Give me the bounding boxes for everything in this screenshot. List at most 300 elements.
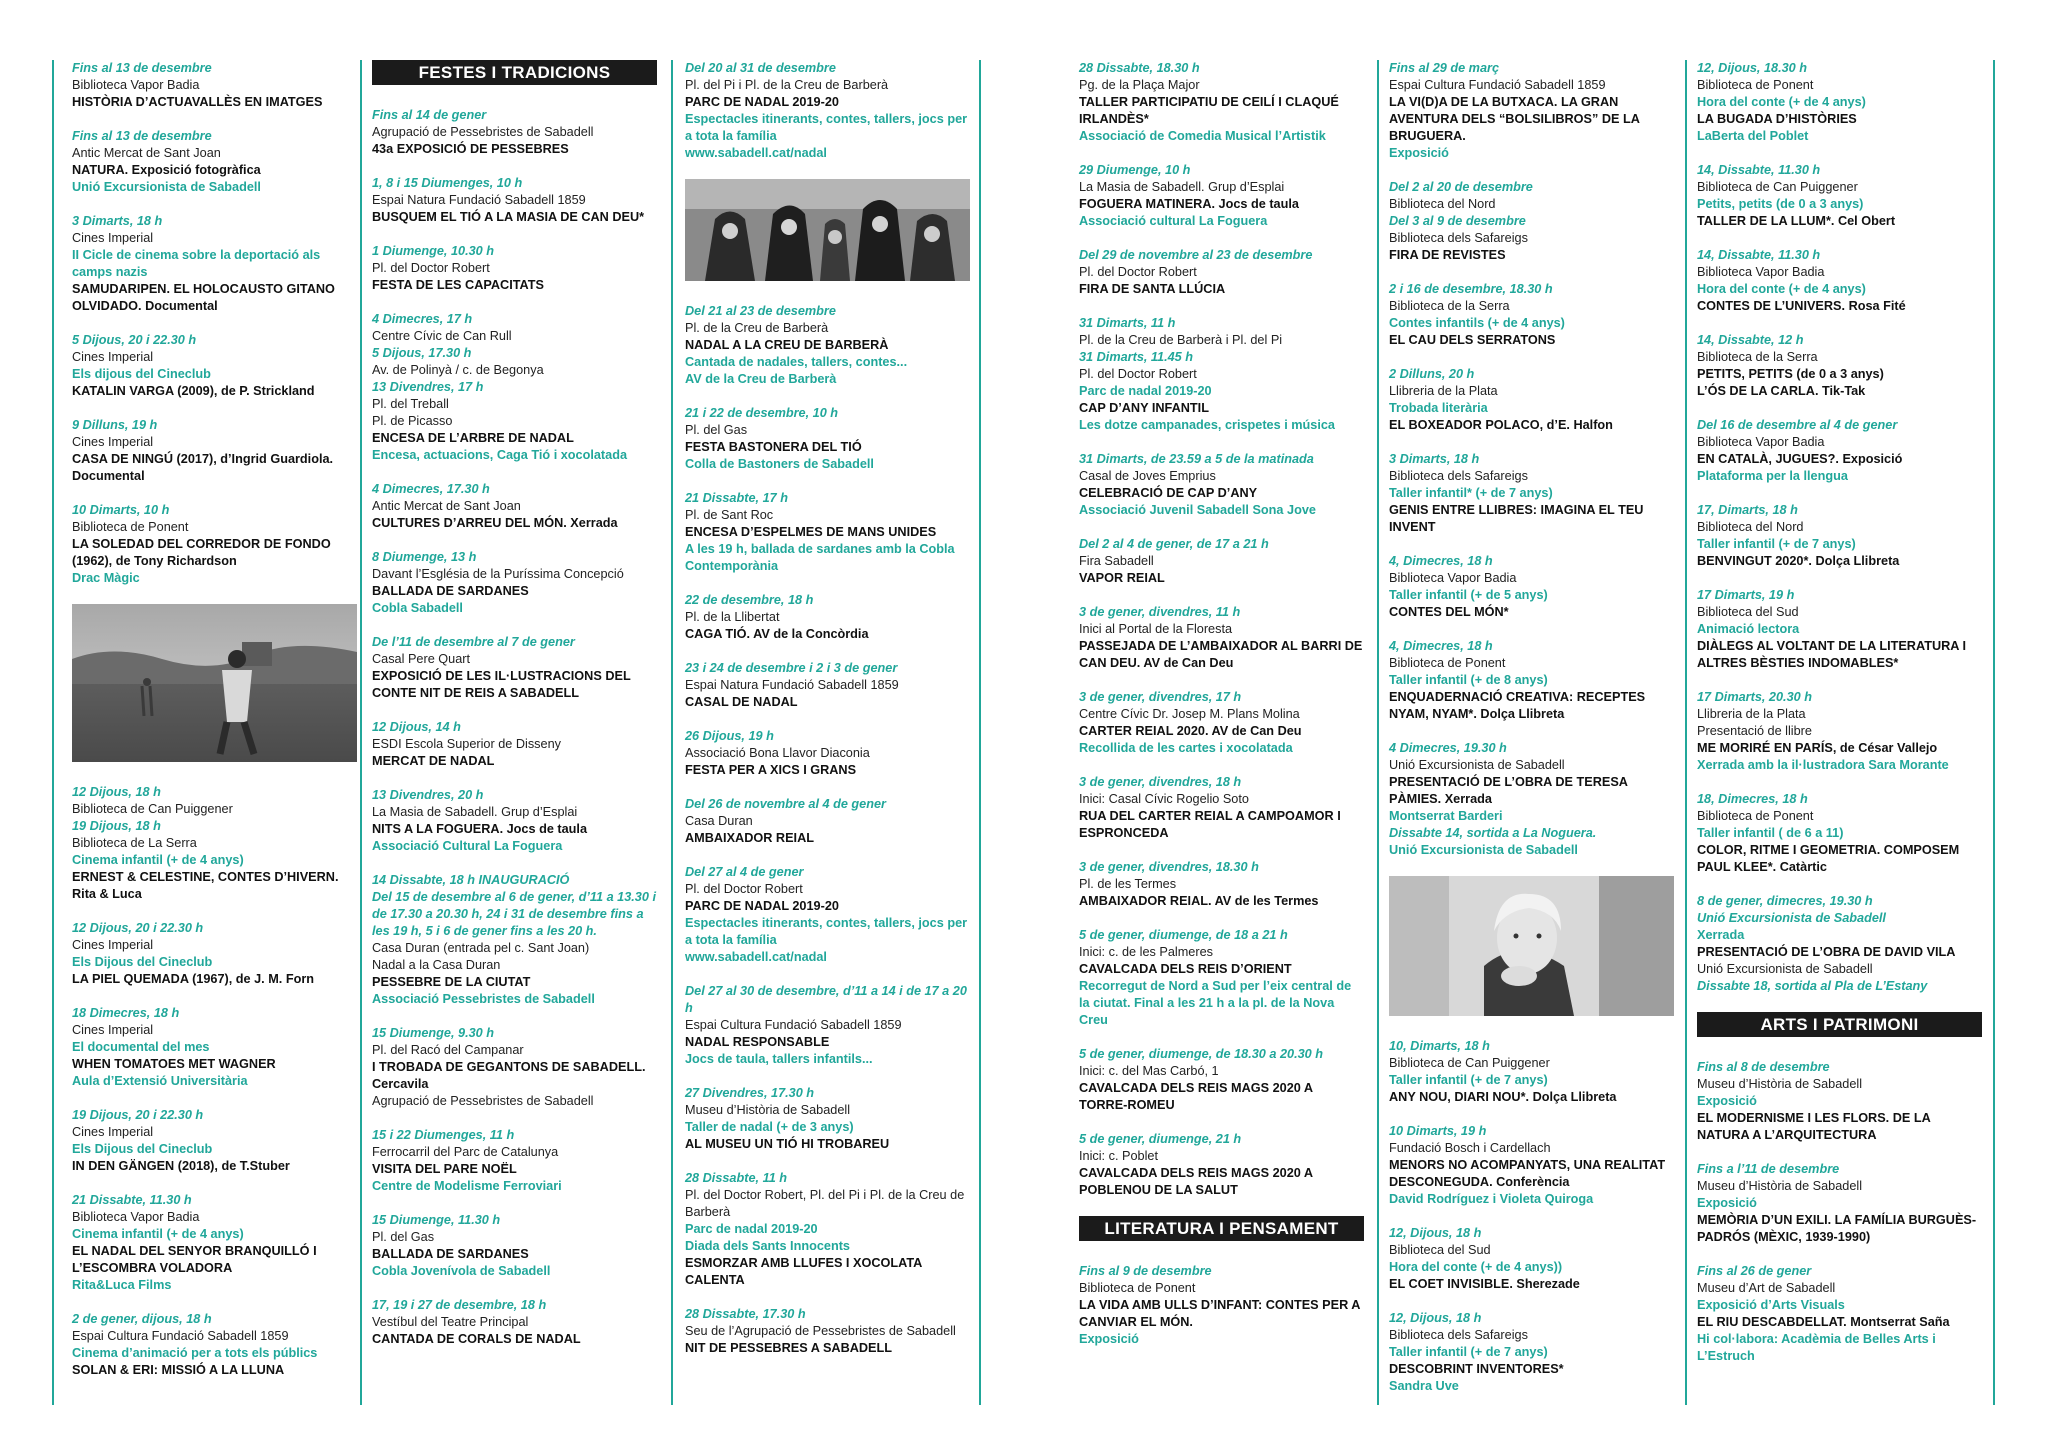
event-title: CELEBRACIÓ DE CAP D’ANY <box>1079 486 1258 500</box>
event-title: CANTADA DE CORALS DE NADAL <box>372 1332 581 1346</box>
event-date: 8 de gener, dimecres, 19.30 h <box>1697 894 1873 908</box>
event-note: Exposició d’Arts Visuals <box>1697 1298 1845 1312</box>
event-place: Biblioteca Vapor Badia <box>1389 571 1517 585</box>
event-place: Inici: c. del Mas Carbó, 1 <box>1079 1064 1219 1078</box>
event-note: Exposició <box>1697 1196 1757 1210</box>
event-title: MERCAT DE NADAL <box>372 754 495 768</box>
event-title: NADAL A LA CREU DE BARBERÀ <box>685 338 889 352</box>
event-place: Museu d’Història de Sabadell <box>1697 1077 1863 1091</box>
event-place: Antic Mercat de Sant Joan <box>372 499 521 513</box>
event-title: HISTÒRIA D’ACTUAVALLÈS EN IMATGES <box>72 95 323 109</box>
event-title: TALLER PARTICIPATIU DE CEILÍ I CLAQUÉ IRLANDÈS* <box>1079 95 1339 126</box>
event-title: BALLADA DE SARDANES <box>372 1247 529 1261</box>
event-note: Recollida de les cartes i xocolatada <box>1079 741 1293 755</box>
event-title: TALLER DE LA LLUM*. Cel Obert <box>1697 214 1896 228</box>
event-place: La Masia de Sabadell. Grup d’Esplai <box>372 805 578 819</box>
event-date: 1, 8 i 15 Diumenges, 10 h <box>372 176 523 190</box>
event-date: Fins al 13 de desembre <box>72 61 212 75</box>
event-place: Biblioteca Vapor Badia <box>72 1210 200 1224</box>
event-note: Plataforma per la llengua <box>1697 469 1848 483</box>
event-title: CAP D’ANY INFANTIL <box>1079 401 1209 415</box>
event-title: EN CATALÀ, JUGUES?. Exposició <box>1697 452 1903 466</box>
event-entry <box>685 1170 970 1289</box>
event-place: Pl. de la Creu de Barberà <box>685 321 829 335</box>
event-title: CAGA TIÓ. AV de la Concòrdia <box>685 627 869 641</box>
event-date: 27 Divendres, 17.30 h <box>685 1086 815 1100</box>
event-entry <box>685 60 970 162</box>
event-place: Espai Natura Fundació Sabadell 1859 <box>685 678 899 692</box>
event-date: 5 de gener, diumenge, de 18.30 a 20.30 h <box>1079 1047 1323 1061</box>
event-entry <box>72 1107 357 1175</box>
column-6 <box>1697 60 1982 1382</box>
event-date: 3 de gener, divendres, 18.30 h <box>1079 860 1259 874</box>
event-title: EL COET INVISIBLE. Sherezade <box>1389 1277 1580 1291</box>
event-title: LA SOLEDAD DEL CORREDOR DE FONDO (1962), de Tony Richardson <box>72 537 331 568</box>
event-title: CULTURES D’ARREU DEL MÓN. Xerrada <box>372 516 618 530</box>
event-note: Exposició <box>1079 1332 1139 1346</box>
event-title: SOLAN & ERI: MISSIÓ A LA LLUNA <box>72 1363 285 1377</box>
event-note: Cinema infantil (+ de 4 anys) <box>72 1227 244 1241</box>
event-title: GENIS ENTRE LLIBRES: IMAGINA EL TEU INVENT <box>1389 503 1644 534</box>
event-title: PASSEJADA DE L’AMBAIXADOR AL BARRI DE CAN DEU. AV de Can Deu <box>1079 639 1363 670</box>
event-entry <box>372 311 657 464</box>
event-entry <box>1079 315 1364 434</box>
event-entry <box>685 1306 970 1357</box>
event-note: Els dijous del Cineclub <box>72 367 211 381</box>
event-date: 21 Dissabte, 11.30 h <box>72 1193 192 1207</box>
column-2 <box>372 60 657 1365</box>
event-entry <box>685 796 970 847</box>
event-note: Xerrada amb la il·lustradora Sara Morante <box>1697 758 1949 772</box>
event-entry <box>72 502 357 587</box>
event-note: Taller infantil (+ de 7 anys) <box>1697 537 1856 551</box>
event-title: FESTA BASTONERA DEL TIÓ <box>685 440 862 454</box>
column-rule <box>1993 60 1995 1405</box>
event-place: Cines Imperial <box>72 938 154 952</box>
event-date: De l’11 de desembre al 7 de gener <box>372 635 575 649</box>
event-date: 13 Divendres, 17 h <box>372 380 484 394</box>
event-date: Del 29 de novembre al 23 de desembre <box>1079 248 1313 262</box>
event-date: 8 Diumenge, 13 h <box>372 550 477 564</box>
event-title: EL CAU DELS SERRATONS <box>1389 333 1556 347</box>
event-place: Pl. del Doctor Robert <box>1079 265 1197 279</box>
event-entry <box>1389 638 1674 723</box>
event-note: Taller infantil (+ de 5 anys) <box>1389 588 1548 602</box>
event-place: Pl. de Picasso <box>372 414 453 428</box>
event-place: Museu d’Història de Sabadell <box>1697 1179 1863 1193</box>
event-title: ENCESA D’ESPELMES DE MANS UNIDES <box>685 525 937 539</box>
event-entry <box>685 660 970 711</box>
event-place: Biblioteca dels Safareigs <box>1389 469 1528 483</box>
event-entry <box>1079 1131 1364 1199</box>
event-note: Parc de nadal 2019-20 <box>685 1222 818 1236</box>
event-entry <box>1079 859 1364 910</box>
event-date: Del 27 al 4 de gener <box>685 865 804 879</box>
event-entry <box>1697 587 1982 672</box>
event-date: Del 27 al 30 de desembre, d’11 a 14 i de 17 a 20 h <box>685 984 967 1015</box>
event-date: Fins al 29 de març <box>1389 61 1500 75</box>
event-place: Fundació Bosch i Cardellach <box>1389 1141 1551 1155</box>
event-title: LA BUGADA D’HISTÒRIES <box>1697 112 1857 126</box>
event-place: Unió Excursionista de Sabadell <box>1389 758 1565 772</box>
event-place: Cines Imperial <box>72 1023 154 1037</box>
event-entry <box>72 332 357 400</box>
event-title: COLOR, RITME I GEOMETRIA. COMPOSEM PAUL KLEE*. Catàrtic <box>1697 843 1960 874</box>
event-place: Agrupació de Pessebristes de Sabadell <box>372 125 594 139</box>
event-place: Vestíbul del Teatre Principal <box>372 1315 529 1329</box>
event-note: Xerrada <box>1697 928 1745 942</box>
event-place: Biblioteca de Ponent <box>1389 656 1506 670</box>
event-note: Les dotze campanades, crispetes i música <box>1079 418 1335 432</box>
event-title: EL MODERNISME I LES FLORS. DE LA NATURA A L’ARQUITECTURA <box>1697 1111 1931 1142</box>
section-header: LITERATURA I PENSAMENT <box>1079 1216 1364 1241</box>
event-date: 14, Dissabte, 11.30 h <box>1697 163 1821 177</box>
event-place: Espai Cultura Fundació Sabadell 1859 <box>1389 78 1606 92</box>
event-place: Biblioteca de La Serra <box>72 836 197 850</box>
event-title: AL MUSEU UN TIÓ HI TROBAREU <box>685 1137 890 1151</box>
event-place: Pl. de la Creu de Barberà i Pl. del Pi <box>1079 333 1283 347</box>
event-date: 4 Dimecres, 19.30 h <box>1389 741 1507 755</box>
event-place: Biblioteca de Can Puiggener <box>1389 1056 1550 1070</box>
event-date: 2 de gener, dijous, 18 h <box>72 1312 212 1326</box>
event-title: LA VIDA AMB ULLS D’INFANT: CONTES PER A CANVIAR EL MÓN. <box>1079 1298 1360 1329</box>
event-place: La Masia de Sabadell. Grup d’Esplai <box>1079 180 1285 194</box>
event-date: Fins al 9 de desembre <box>1079 1264 1212 1278</box>
event-date: 3 de gener, divendres, 18 h <box>1079 775 1242 789</box>
event-place: Nadal a la Casa Duran <box>372 958 501 972</box>
event-note: Encesa, actuacions, Caga Tió i xocolatada <box>372 448 628 462</box>
event-title: PARC DE NADAL 2019-20 <box>685 899 839 913</box>
event-place: Biblioteca de Ponent <box>72 520 189 534</box>
column-rule <box>52 60 54 1405</box>
event-place: Cines Imperial <box>72 1125 154 1139</box>
event-entry <box>1697 1059 1982 1144</box>
event-note: Rita&Luca Films <box>72 1278 172 1292</box>
event-note: Exposició <box>1389 146 1449 160</box>
event-date: 12, Dijous, 18 h <box>1389 1226 1482 1240</box>
event-entry <box>372 175 657 226</box>
event-date: 21 i 22 de desembre, 10 h <box>685 406 839 420</box>
event-date: 10 Dimarts, 19 h <box>1389 1124 1487 1138</box>
event-entry <box>1389 1225 1674 1293</box>
event-place: Centre Cívic Dr. Josep M. Plans Molina <box>1079 707 1300 721</box>
event-entry <box>372 634 657 702</box>
event-entry <box>372 787 657 855</box>
event-place: Pl. de les Termes <box>1079 877 1177 891</box>
event-note: Hora del conte (+ de 4 anys) <box>1697 95 1866 109</box>
event-date: 12, Dijous, 18 h <box>1389 1311 1482 1325</box>
event-place: Biblioteca de Can Puiggener <box>72 802 233 816</box>
event-entry <box>1697 1263 1982 1365</box>
event-title: WHEN TOMATOES MET WAGNER <box>72 1057 276 1071</box>
event-note: Cobla Jovenívola de Sabadell <box>372 1264 551 1278</box>
event-entry <box>1079 1046 1364 1114</box>
event-place: Ferrocarril del Parc de Catalunya <box>372 1145 559 1159</box>
event-note: LaBerta del Poblet <box>1697 129 1809 143</box>
event-entry <box>1079 536 1364 587</box>
event-title: PETITS, PETITS (de 0 a 3 anys) <box>1697 367 1884 381</box>
event-title: BUSQUEM EL TIÓ A LA MASIA DE CAN DEU* <box>372 210 645 224</box>
event-title: EL NADAL DEL SENYOR BRANQUILLÓ I L’ESCOMBRA VOLADORA <box>72 1244 317 1275</box>
event-entry <box>72 1005 357 1090</box>
event-title: SAMUDARIPEN. EL HOLOCAUSTO GITANO OLVIDADO. Documental <box>72 282 335 313</box>
event-entry <box>372 107 657 158</box>
event-place: Llibreria de la Plata <box>1389 384 1498 398</box>
event-photo <box>1389 876 1674 1016</box>
event-title: MENORS NO ACOMPANYATS, UNA REALITAT DESCONEGUDA. Conferència <box>1389 1158 1666 1189</box>
event-title: BALLADA DE SARDANES <box>372 584 529 598</box>
event-title: I TROBADA DE GEGANTONS DE SABADELL. Cercavila <box>372 1060 646 1091</box>
event-date: 15 Diumenge, 9.30 h <box>372 1026 494 1040</box>
event-title: KATALIN VARGA (2009), de P. Strickland <box>72 384 315 398</box>
event-entry <box>1079 162 1364 230</box>
event-place: Llibreria de la Plata <box>1697 707 1806 721</box>
event-title: NITS A LA FOGUERA. Jocs de taula <box>372 822 588 836</box>
event-note: Taller infantil (+ de 7 anys) <box>1389 1345 1548 1359</box>
column-4 <box>1079 60 1364 1365</box>
event-entry <box>1697 247 1982 315</box>
event-date: Unió Excursionista de Sabadell <box>1697 911 1886 925</box>
event-title: NATURA. Exposició fotogràfica <box>72 163 261 177</box>
event-date: Del 21 al 23 de desembre <box>685 304 836 318</box>
event-entry <box>372 719 657 770</box>
event-note: Taller infantil ( de 6 a 11) <box>1697 826 1844 840</box>
event-place: Centre Cívic de Can Rull <box>372 329 512 343</box>
event-date: 3 Dimarts, 18 h <box>72 214 163 228</box>
event-title: VAPOR REIAL <box>1079 571 1165 585</box>
event-place: Casal de Joves Emprius <box>1079 469 1216 483</box>
event-date: 15 Diumenge, 11.30 h <box>372 1213 501 1227</box>
event-date: 31 Dimarts, 11 h <box>1079 316 1176 330</box>
event-place: Espai Cultura Fundació Sabadell 1859 <box>685 1018 902 1032</box>
event-entry <box>1697 689 1982 774</box>
event-date: 19 Dijous, 20 i 22.30 h <box>72 1108 204 1122</box>
event-title: ME MORIRÉ EN PARÍS, de César Vallejo <box>1697 741 1938 755</box>
event-place: Cines Imperial <box>72 435 154 449</box>
event-entry <box>372 872 657 1008</box>
event-entry <box>1079 774 1364 842</box>
event-note: Hi col·labora: Acadèmia de Belles Arts i L’Estruch <box>1697 1332 1936 1363</box>
event-title: PESSEBRE DE LA CIUTAT <box>372 975 531 989</box>
event-title: PRESENTACIÓ DE L’OBRA DE TERESA PÀMIES. Xerrada <box>1389 775 1628 806</box>
event-title: FESTA DE LES CAPACITATS <box>372 278 544 292</box>
event-place: Pl. del Doctor Robert <box>372 261 490 275</box>
event-entry <box>1697 417 1982 485</box>
event-title: CAVALCADA DELS REIS D’ORIENT <box>1079 962 1292 976</box>
event-date: 10 Dimarts, 10 h <box>72 503 170 517</box>
event-entry <box>685 983 970 1068</box>
event-note: www.sabadell.cat/nadal <box>685 146 827 160</box>
event-date: Fins a l’11 de desembre <box>1697 1162 1840 1176</box>
event-entry <box>1389 366 1674 434</box>
event-note: David Rodríguez i Violeta Quiroga <box>1389 1192 1594 1206</box>
event-date: 14 Dissabte, 18 h INAUGURACIÓ <box>372 873 570 887</box>
event-entry <box>372 1025 657 1110</box>
event-entry <box>685 405 970 473</box>
event-entry <box>1389 740 1674 859</box>
event-place: Biblioteca del Nord <box>1697 520 1804 534</box>
event-date: 19 Dijous, 18 h <box>72 819 161 833</box>
event-date: 17 Dimarts, 20.30 h <box>1697 690 1812 704</box>
event-date: Del 16 de desembre al 4 de gener <box>1697 418 1898 432</box>
event-date: 29 Diumenge, 10 h <box>1079 163 1191 177</box>
event-photo <box>72 604 357 762</box>
event-entry <box>372 1127 657 1195</box>
event-date: Dissabte 18, sortida al Pla de L’Estany <box>1697 979 1928 993</box>
event-note: Unió Excursionista de Sabadell <box>1389 843 1578 857</box>
event-title: EL RIU DESCABDELLAT. Montserrat Saña <box>1697 1315 1950 1329</box>
event-date: 28 Dissabte, 11 h <box>685 1171 788 1185</box>
event-place: Inici: Casal Cívic Rogelio Soto <box>1079 792 1249 806</box>
event-place: Pl. del Pi i Pl. de la Creu de Barberà <box>685 78 889 92</box>
event-entry <box>1079 927 1364 1029</box>
event-note: Cinema d’animació per a tots els públics <box>72 1346 318 1360</box>
event-place: Espai Natura Fundació Sabadell 1859 <box>372 193 586 207</box>
event-date: Fins al 26 de gener <box>1697 1264 1812 1278</box>
event-place: Pl. del Treball <box>372 397 449 411</box>
event-date: 28 Dissabte, 18.30 h <box>1079 61 1200 75</box>
event-date: 10, Dimarts, 18 h <box>1389 1039 1490 1053</box>
event-date: Del 20 al 31 de desembre <box>685 61 836 75</box>
event-note: Espectacles itinerants, contes, tallers, jocs per a tota la família <box>685 112 968 143</box>
event-place: Cines Imperial <box>72 231 154 245</box>
event-place: Antic Mercat de Sant Joan <box>72 146 221 160</box>
column-5 <box>1389 60 1674 1412</box>
event-entry <box>72 417 357 485</box>
event-entry <box>685 1085 970 1153</box>
event-note: Exposició <box>1697 1094 1757 1108</box>
event-entry <box>372 243 657 294</box>
event-place: Inici al Portal de la Floresta <box>1079 622 1233 636</box>
event-note: II Cicle de cinema sobre la deportació als camps nazis <box>72 248 321 279</box>
event-photo <box>685 179 970 281</box>
event-date: 5 de gener, diumenge, de 18 a 21 h <box>1079 928 1288 942</box>
event-entry <box>1697 60 1982 145</box>
event-note: Espectacles itinerants, contes, tallers, jocs per a tota la família <box>685 916 968 947</box>
event-note: Cantada de nadales, tallers, contes... <box>685 355 908 369</box>
event-note: Taller infantil (+ de 8 anys) <box>1389 673 1548 687</box>
event-date: Del 26 de novembre al 4 de gener <box>685 797 886 811</box>
event-place: Biblioteca del Sud <box>1697 605 1799 619</box>
event-place: Casa Duran <box>685 814 753 828</box>
event-date: 5 de gener, diumenge, 21 h <box>1079 1132 1242 1146</box>
event-date: 12 Dijous, 18 h <box>72 785 161 799</box>
event-date: Fins al 14 de gener <box>372 108 487 122</box>
event-title: FIRA DE SANTA LLÚCIA <box>1079 282 1226 296</box>
event-place: Biblioteca de la Serra <box>1389 299 1510 313</box>
event-place: Inici: c. Poblet <box>1079 1149 1158 1163</box>
event-date: Del 3 al 9 de desembre <box>1389 214 1526 228</box>
event-entry <box>1079 247 1364 298</box>
event-place: Pl. del Doctor Robert <box>685 882 803 896</box>
event-place: Museu d’Història de Sabadell <box>685 1103 851 1117</box>
event-date: 31 Dimarts, de 23.59 a 5 de la matinada <box>1079 452 1314 466</box>
event-title: ESMORZAR AMB LLUFES I XOCOLATA CALENTA <box>685 1256 922 1287</box>
event-title: DIÀLEGS AL VOLTANT DE LA LITERATURA I ALTRES BÈSTIES INDOMABLES* <box>1697 639 1967 670</box>
event-title: CARTER REIAL 2020. AV de Can Deu <box>1079 724 1302 738</box>
event-note: Jocs de taula, tallers infantils... <box>685 1052 873 1066</box>
event-entry <box>1389 553 1674 621</box>
event-entry <box>372 549 657 617</box>
column-rule <box>671 60 673 1405</box>
event-place: Pl. del Doctor Robert <box>1079 367 1197 381</box>
event-date: 17 Dimarts, 19 h <box>1697 588 1795 602</box>
event-title: LA PIEL QUEMADA (1967), de J. M. Forn <box>72 972 315 986</box>
section-header: ARTS I PATRIMONI <box>1697 1012 1982 1037</box>
event-title: CONTES DE L’UNIVERS. Rosa Fité <box>1697 299 1906 313</box>
event-place: ESDI Escola Superior de Disseny <box>372 737 561 751</box>
event-date: 1 Diumenge, 10.30 h <box>372 244 494 258</box>
event-title: ENQUADERNACIÓ CREATIVA: RECEPTES NYAM, NYAM*. Dolça Llibreta <box>1389 690 1646 721</box>
event-place: Casal Pere Quart <box>372 652 471 666</box>
event-note: Cinema infantil (+ de 4 anys) <box>72 853 244 867</box>
event-note: Drac Màgic <box>72 571 140 585</box>
event-title: PARC DE NADAL 2019-20 <box>685 95 839 109</box>
event-note: Els Dijous del Cineclub <box>72 955 213 969</box>
event-note: Taller de nadal (+ de 3 anys) <box>685 1120 854 1134</box>
event-date: 23 i 24 de desembre i 2 i 3 de gener <box>685 661 898 675</box>
event-entry <box>372 1212 657 1280</box>
event-entry <box>1697 502 1982 570</box>
event-date: 12 Dijous, 20 i 22.30 h <box>72 921 204 935</box>
event-place: Presentació de llibre <box>1697 724 1812 738</box>
event-place: Biblioteca del Nord <box>1389 197 1496 211</box>
event-place: Espai Cultura Fundació Sabadell 1859 <box>72 1329 289 1343</box>
event-note: Petits, petits (de 0 a 3 anys) <box>1697 197 1864 211</box>
event-note: Associació Cultural La Foguera <box>372 839 563 853</box>
event-date: 13 Divendres, 20 h <box>372 788 484 802</box>
column-rule <box>1685 60 1687 1405</box>
event-note: Associació cultural La Foguera <box>1079 214 1268 228</box>
event-entry <box>1389 179 1674 264</box>
event-title: EXPOSICIÓ DE LES IL·LUSTRACIONS DEL CONTE NIT DE REIS A SABADELL <box>372 669 631 700</box>
event-entry <box>72 60 357 111</box>
event-date: Del 2 al 4 de gener, de 17 a 21 h <box>1079 537 1269 551</box>
event-entry <box>685 728 970 779</box>
event-date: 15 i 22 Diumenges, 11 h <box>372 1128 515 1142</box>
event-place: Pl. del Doctor Robert, Pl. del Pi i Pl. de la Creu de Barberà <box>685 1188 965 1219</box>
event-note: El documental del mes <box>72 1040 210 1054</box>
event-date: 21 Dissabte, 17 h <box>685 491 788 505</box>
event-entry <box>72 213 357 315</box>
event-entry <box>1079 604 1364 672</box>
event-entry <box>72 784 357 903</box>
event-note: Recorregut de Nord a Sud per l’eix central de la ciutat. Final a les 21 h a la pl. de la Nova Creu <box>1079 979 1352 1027</box>
event-date: 31 Dimarts, 11.45 h <box>1079 350 1194 364</box>
event-title: ANY NOU, DIARI NOU*. Dolça Llibreta <box>1389 1090 1617 1104</box>
event-date: 2 Dilluns, 20 h <box>1389 367 1475 381</box>
event-note: Montserrat Barderi <box>1389 809 1503 823</box>
event-note: Hora del conte (+ de 4 anys) <box>1697 282 1866 296</box>
event-date: 5 Dijous, 20 i 22.30 h <box>72 333 197 347</box>
event-entry <box>685 303 970 388</box>
event-place: Pl. de Sant Roc <box>685 508 774 522</box>
event-entry <box>1079 1263 1364 1348</box>
event-date: 14, Dissabte, 11.30 h <box>1697 248 1821 262</box>
event-place: Biblioteca dels Safareigs <box>1389 231 1528 245</box>
event-entry <box>1389 1123 1674 1208</box>
event-place: Seu de l’Agrupació de Pessebristes de Sabadell <box>685 1324 956 1338</box>
event-place: Biblioteca dels Safareigs <box>1389 1328 1528 1342</box>
event-title: 43a EXPOSICIÓ DE PESSEBRES <box>372 142 569 156</box>
event-title: FOGUERA MATINERA. Jocs de taula <box>1079 197 1299 211</box>
event-title: ENCESA DE L’ARBRE DE NADAL <box>372 431 574 445</box>
event-place: Davant l’Església de la Puríssima Concepció <box>372 567 624 581</box>
event-place: Pl. del Gas <box>372 1230 435 1244</box>
event-entry <box>1079 60 1364 145</box>
event-entry <box>372 1297 657 1348</box>
event-entry <box>1389 60 1674 162</box>
